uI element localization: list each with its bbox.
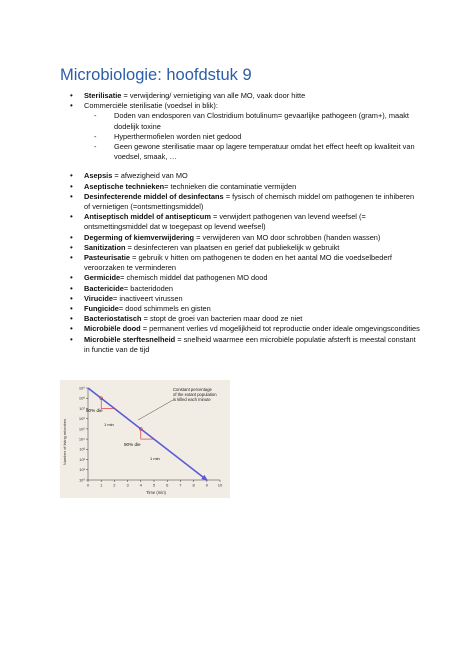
- sub-item: - Geen gewone sterilisatie maar op lagere temperatuur omdat het effect heeft op kwaliteit van voedsel, smaak, …: [84, 142, 420, 162]
- step-label-1: 1 min: [104, 422, 114, 427]
- y-tick-label: 10⁶: [78, 416, 85, 422]
- list-item: [60, 91, 420, 101]
- term-sterilisatie: Sterilisatie: [84, 91, 122, 100]
- y-tick-label: 10⁵: [78, 426, 85, 432]
- callout-line-3: is killed each minute: [173, 397, 211, 402]
- def-text: = verwijdering/ vernietiging van alle MO, vaak door hitte: [121, 91, 306, 100]
- definition-text: = afwezigheid van MO: [112, 171, 188, 181]
- definition-term: Degerming of kiemverwijdering: [84, 232, 195, 242]
- definition-text: = desinfecteren van plaatsen en gerief dat publiekelijk w gebruikt: [125, 242, 340, 252]
- definition-item: [60, 335, 420, 355]
- definition-text: = verwijderen van MO door schrobben (handen wassen): [194, 232, 381, 242]
- definition-term: Desinfecterende middel of desinfectans: [84, 191, 224, 201]
- definition-item: [60, 253, 420, 273]
- definition-text: = inactiveert virussen: [113, 293, 183, 303]
- def-text: Commerciële sterilisatie (voedsel in blik):: [84, 101, 218, 111]
- y-tick-label: 10⁷: [79, 405, 85, 411]
- definition-text: = bacteridoden: [123, 283, 173, 293]
- x-tick-label: 6: [166, 482, 169, 488]
- definition-item: [60, 233, 420, 243]
- page-title: Microbiologie: hoofdstuk 9: [60, 66, 252, 84]
- y-tick-label: 10⁰: [78, 477, 85, 483]
- y-axis-label: Number of living microbes: [62, 418, 67, 466]
- x-tick-label: 2: [113, 482, 116, 488]
- definition-item: [60, 284, 420, 294]
- definition-term: Pasteurisatie: [84, 253, 131, 263]
- definition-term: Virucide: [84, 293, 114, 303]
- death-curve-chart: [60, 380, 230, 498]
- callout-line-1: Constant percentage: [173, 387, 212, 392]
- definition-item: [60, 212, 420, 232]
- definition-term: Sanitization: [84, 242, 126, 252]
- y-tick-label: 10²: [79, 456, 85, 462]
- x-tick-label: 5: [152, 482, 156, 488]
- x-tick-label: 0: [86, 482, 90, 488]
- definition-item: [60, 304, 420, 314]
- step-label-2: 1 min: [150, 456, 160, 461]
- definition-text: = gebruik v hitten om pathogenen te doden en het aantal MO die voedselbederf veroorzaken te verminderen: [84, 253, 392, 273]
- y-tick-label: 10⁴: [78, 436, 85, 442]
- y-tick-label: 10⁸: [78, 395, 85, 401]
- x-tick-label: 8: [192, 482, 195, 488]
- definition-item: [60, 294, 420, 304]
- x-tick-label: 1: [100, 482, 103, 488]
- definition-text: = technieken die contaminatie vermijden: [164, 181, 297, 191]
- sub-list: [84, 111, 420, 162]
- annotation-90-die-2: 90% die: [124, 442, 141, 447]
- annotation-90-die-1: 90% die: [86, 408, 103, 413]
- definition-term: Bactericide: [84, 283, 124, 293]
- x-tick-label: 9: [205, 482, 208, 488]
- section1-list: [60, 91, 420, 162]
- definition-item: [60, 273, 420, 283]
- y-tick-label: 10³: [79, 446, 85, 452]
- definition-text: = chemisch middel dat pathogenen MO dood: [120, 273, 268, 283]
- definition-text: = snelheid waarmee een microbiële populatie afsterft is meestal constant in functie van de tijd: [84, 334, 416, 354]
- definition-term: Fungicide: [84, 304, 119, 314]
- definition-term: Germicide: [84, 273, 121, 283]
- definitions-list: [60, 171, 420, 355]
- notes-body: [60, 91, 420, 355]
- x-axis-label: Time (min): [146, 490, 166, 495]
- sub-item: - Hyperthermofielen worden niet gedood: [84, 132, 420, 142]
- x-tick-label: 7: [179, 482, 182, 488]
- definition-item: [60, 171, 420, 181]
- callout-line-2: of the extant population: [173, 392, 217, 397]
- definition-term: Asepsis: [84, 171, 113, 181]
- definition-item: [60, 243, 420, 253]
- definition-item: [60, 192, 420, 212]
- definition-item: [60, 314, 420, 324]
- definition-text: = stopt de groei van bacterien maar dood ze niet: [141, 314, 303, 324]
- definition-term: Microbiële dood: [84, 324, 141, 334]
- x-tick-label: 4: [139, 482, 142, 488]
- y-tick-label: 10⁹: [78, 385, 85, 391]
- definition-text: = verwijdert pathogenen van levend weefsel (= ontsmettingsmiddel dat w toegepast op levend weefsel): [84, 212, 366, 232]
- definition-text: = permanent verlies vd mogelijkheid tot reproductie onder ideale omgevingscondities: [140, 324, 420, 334]
- x-tick-label: 3: [126, 482, 129, 488]
- list-item: [60, 101, 420, 162]
- chart-svg: [60, 380, 230, 498]
- definition-term: Bacteriostatisch: [84, 314, 142, 324]
- definition-item: [60, 324, 420, 334]
- definition-text: = dood schimmels en gisten: [118, 304, 211, 314]
- sub-item: - Doden van endosporen van Clostridium botulinum= gevaarlijke pathogeen (gram+), maakt dodelijk toxine: [84, 111, 420, 131]
- definition-item: [60, 182, 420, 192]
- y-tick-label: 10¹: [79, 467, 85, 473]
- definition-term: Aseptische technieken: [84, 181, 165, 191]
- x-tick-label: 10: [217, 482, 223, 488]
- definition-text: = fysisch of chemisch middel om pathogenen te inhiberen of vernietigen (=ontsmettingsmiddel): [84, 191, 415, 212]
- definition-term: Antiseptisch middel of antisepticum: [84, 212, 211, 222]
- definition-term: Microbiële sterftesnelheid: [84, 334, 176, 344]
